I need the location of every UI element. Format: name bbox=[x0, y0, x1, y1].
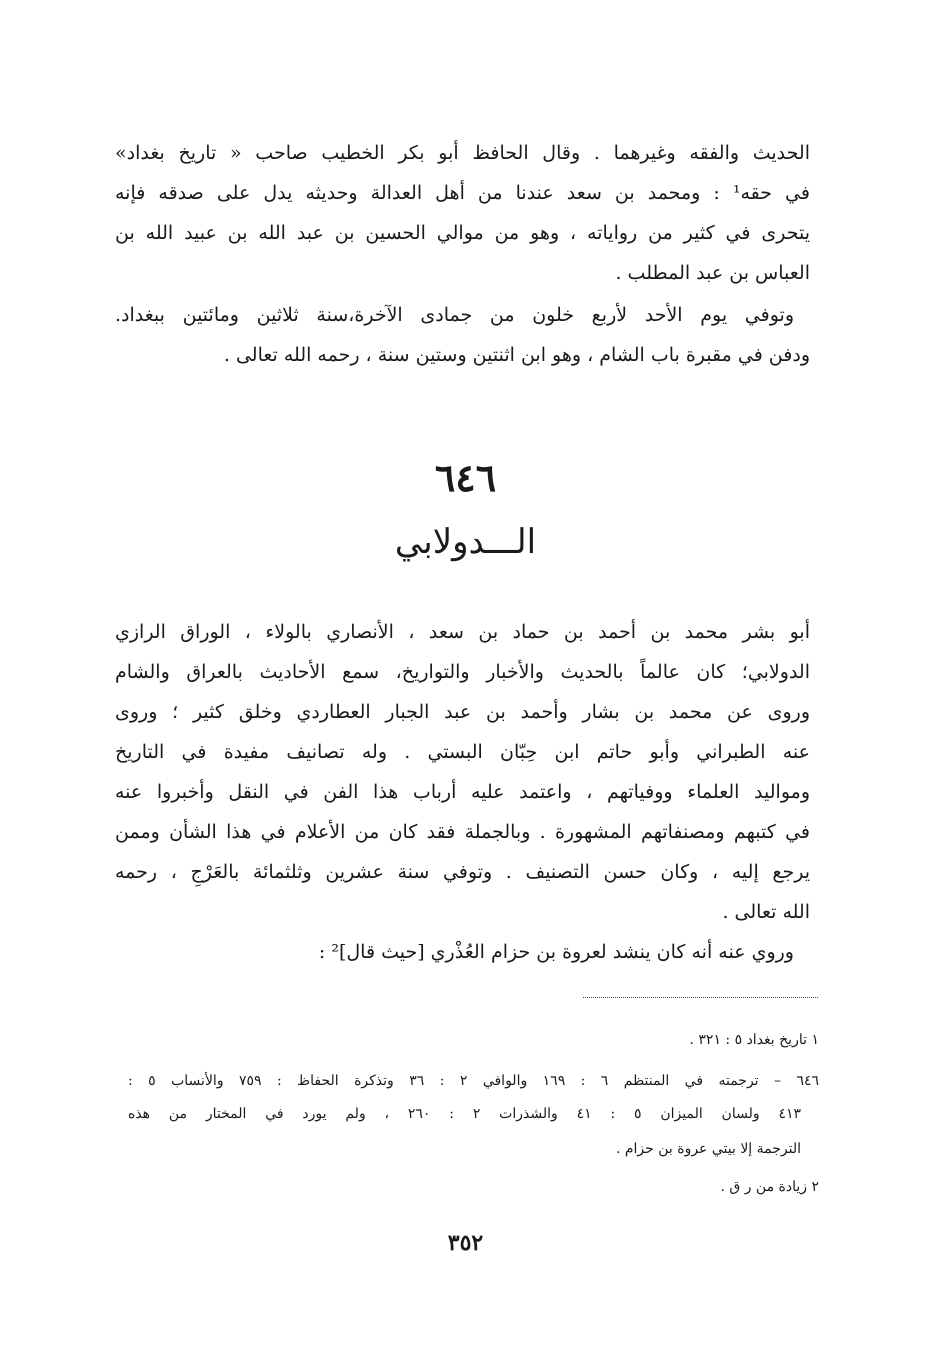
text-line: يرجع إليه ، وكان حسن التصنيف . وتوفي سنة عشرين وثلثمائة بالعَرْجِ ، رحمه bbox=[115, 861, 810, 883]
text-line: في حقه¹ : ومحمد بن سعد عندنا من أهل العدالة وحديثه يدل على صدقه فإنه bbox=[115, 182, 810, 204]
footnote-line: ٦٤٦ – ترجمته في المنتظم ٦ : ١٦٩ والوافي ٢ : ٣٦ وتذكرة الحفاظ : ٧٥٩ والأنساب ٥ : bbox=[128, 1073, 819, 1089]
text-line: الحديث والفقه وغيرهما . وقال الحافظ أبو بكر الخطيب صاحب « تاريخ بغداد» bbox=[115, 142, 810, 164]
text-line: الله تعالى . bbox=[722, 901, 810, 923]
poem-intro-paragraph bbox=[115, 932, 810, 972]
text-line: وروي عنه أنه كان ينشد لعروة بن حزام العُذْري [حيث قال]² : bbox=[318, 941, 794, 963]
page-number: ٣٥٢ bbox=[447, 1230, 484, 1256]
entry-title: الـــدولابي bbox=[394, 522, 537, 562]
biography-paragraph bbox=[115, 612, 810, 942]
death-paragraph bbox=[115, 295, 810, 375]
top-paragraph bbox=[115, 133, 810, 303]
text-line: العباس بن عبد المطلب . bbox=[615, 262, 810, 284]
footnote-line: ٢ زيادة من ر ق . bbox=[720, 1179, 819, 1195]
footnote-separator bbox=[583, 997, 818, 998]
footnote-line: ١ تاريخ بغداد ٥ : ٣٢١ . bbox=[689, 1032, 819, 1048]
text-line: وتوفي يوم الأحد لأربع خلون من جمادى الآخرة،سنة ثلاثين ومائتين ببغداد. bbox=[115, 304, 794, 326]
text-line: أبو بشر محمد بن أحمد بن حماد بن سعد ، الأنصاري بالولاء ، الوراق الرازي bbox=[115, 621, 810, 643]
text-line: ومواليد العلماء ووفياتهم ، واعتمد عليه أرباب هذا الفن في النقل وأخبروا عنه bbox=[115, 781, 810, 803]
text-line: ودفن في مقبرة باب الشام ، وهو ابن اثنتين وستين سنة ، رحمه الله تعالى . bbox=[223, 344, 810, 366]
text-line: الدولابي؛ كان عالماً بالحديث والأخبار والتواريخ، سمع الأحاديث بالعراق والشام bbox=[115, 661, 810, 683]
text-line: وروى عن محمد بن بشار وأحمد بن عبد الجبار العطاردي وخلق كثير ؛ وروى bbox=[115, 701, 810, 723]
entry-number: ٦٤٦ bbox=[434, 455, 497, 500]
text-line: يتحرى في كثير من رواياته ، وهو من موالي الحسين بن عبد الله بن عبيد الله بن bbox=[115, 222, 810, 244]
footnote-line: ٤١٣ ولسان الميزان ٥ : ٤١ والشذرات ٢ : ٢٦٠ ، ولم يورد في المختار من هذه bbox=[128, 1106, 801, 1122]
footnote-line: الترجمة إلا بيتي عروة بن حزام . bbox=[615, 1141, 801, 1157]
text-line: في كتبهم ومصنفاتهم المشهورة . وبالجملة فقد كان من الأعلام في هذا الشأن وممن bbox=[115, 821, 810, 843]
text-line: عنه الطبراني وأبو حاتم ابن حِبّان البستي . وله تصانيف مفيدة في التاريخ bbox=[115, 741, 810, 763]
